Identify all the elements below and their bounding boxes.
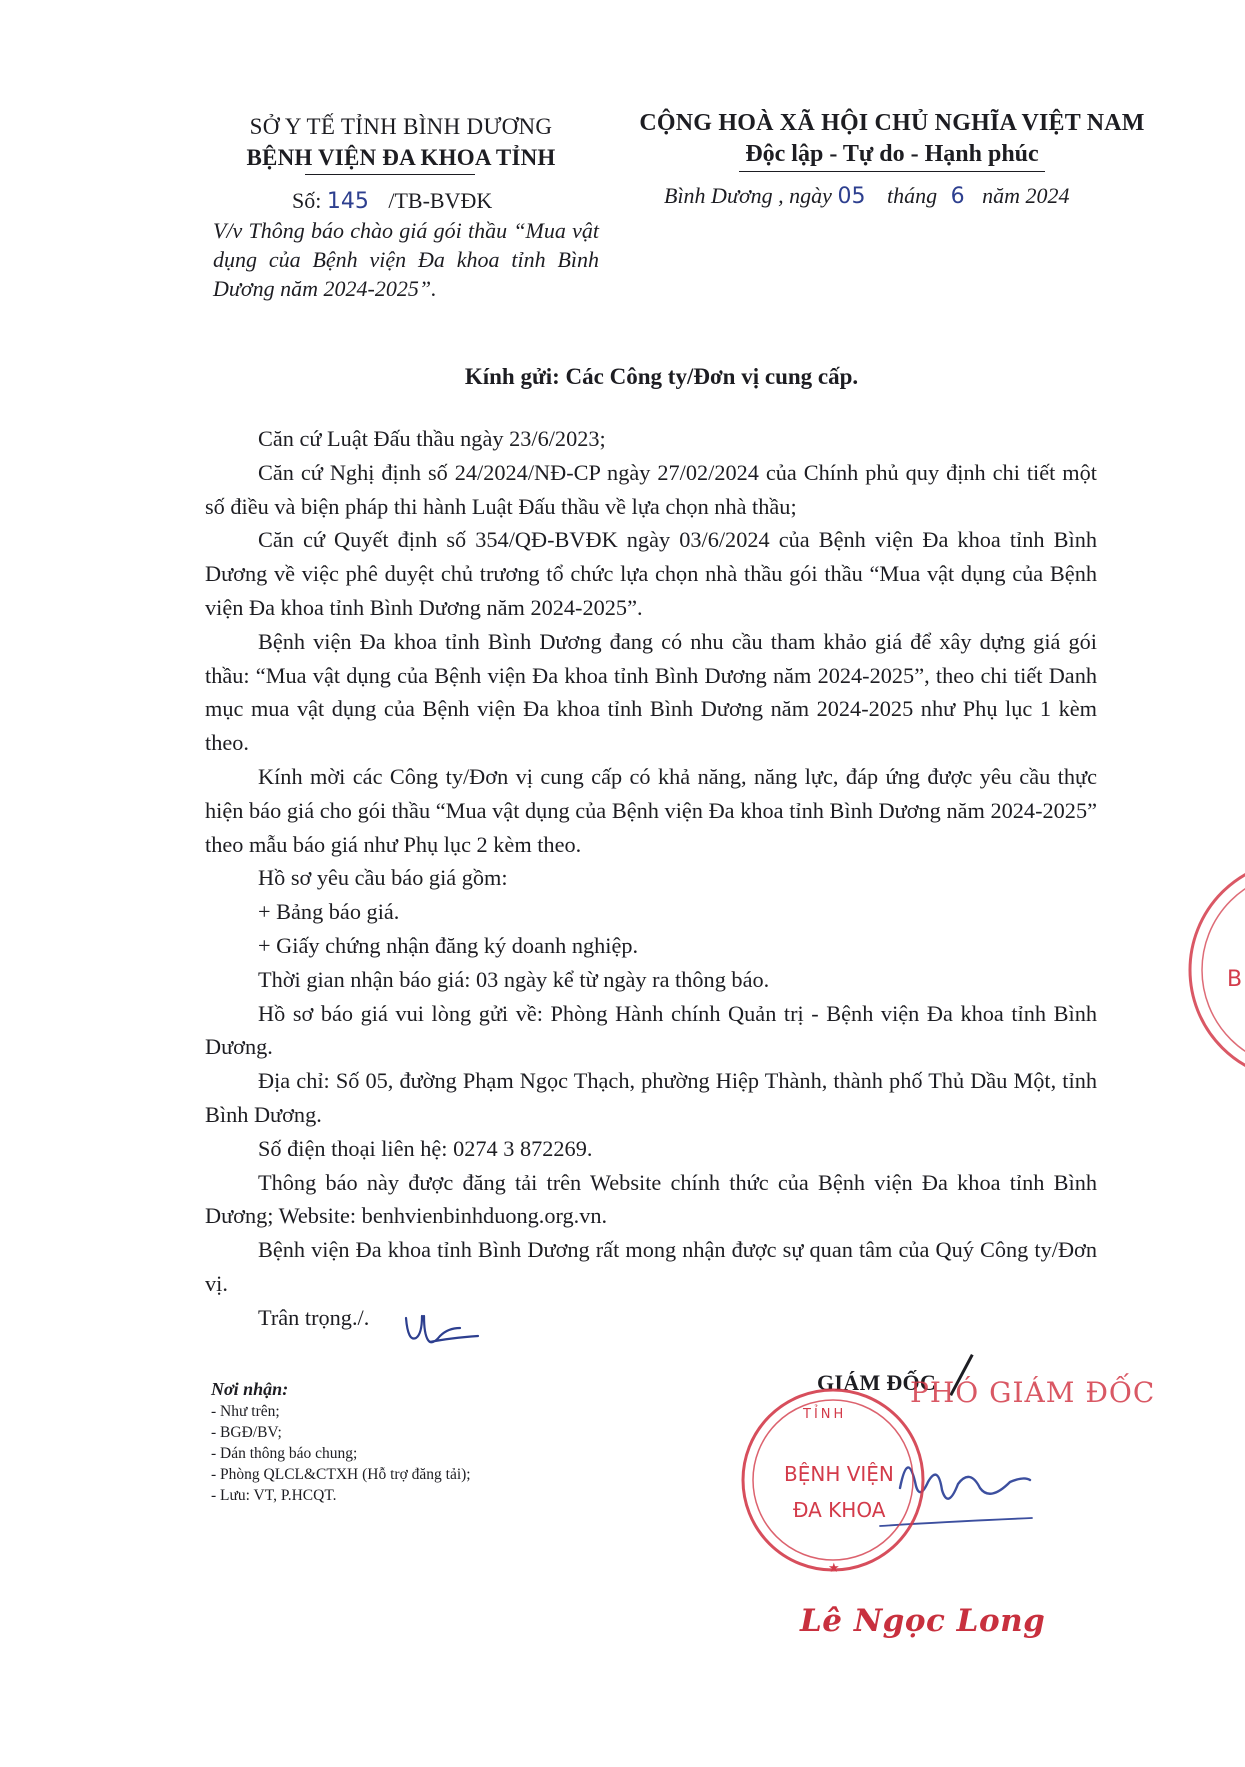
- hospital-name: BỆNH VIỆN ĐA KHOA TỈNH: [246, 145, 556, 170]
- signer-title: GIÁM ĐỐC: [817, 1370, 937, 1395]
- body-paragraph: Căn cứ Quyết định số 354/QĐ-BVĐK ngày 03/6/2024 của Bệnh viện Đa khoa tỉnh Bình Dương về việc phê duyệt chủ trương tổ chức lựa chọn nhà thầu gói thầu “Mua vật dụng của Bệnh viện Đa khoa tỉnh Bình Dương năm 2024-2025”.: [205, 527, 1097, 620]
- body-paragraph: Bệnh viện Đa khoa tỉnh Bình Dương đang có nhu cầu tham khảo giá để xây dựng giá gói thầu: “Mua vật dụng của Bệnh viện Đa khoa tỉnh Bình Dương năm 2024-2025”, theo chi tiết Danh mục mua vật dụng của Bệnh viện Đa khoa tỉnh Bình Dương năm 2024-2025 như Phụ lục 1 kèm theo.: [205, 628, 1097, 756]
- department-name: SỞ Y TẾ TỈNH BÌNH DƯƠNG: [249, 114, 553, 139]
- seal-line-1: BỆNH VIỆN: [784, 1462, 894, 1486]
- date-month: 6: [950, 184, 965, 209]
- closing-line: Trân trọng./.: [258, 1304, 370, 1330]
- body-paragraph: Hồ sơ yêu cầu báo giá gồm:: [258, 865, 508, 891]
- body-paragraph: + Giấy chứng nhận đăng ký doanh nghiệp.: [258, 932, 639, 958]
- recipient-item: - BGĐ/BV;: [211, 1424, 282, 1441]
- body-paragraph: Căn cứ Nghị định số 24/2024/NĐ-CP ngày 27/02/2024 của Chính phủ quy định chi tiết một số điều và biện pháp thi hành Luật Đấu thầu về lựa chọn nhà thầu;: [205, 459, 1097, 519]
- number-prefix: Số:: [292, 188, 322, 213]
- body-paragraph: Thông báo này được đăng tải trên Website chính thức của Bệnh viện Đa khoa tỉnh Bình Dương; Website: benhvienbinhduong.org.vn.: [205, 1169, 1097, 1229]
- number-suffix: /TB-BVĐK: [388, 188, 493, 213]
- body-paragraph: Thời gian nhận báo giá: 03 ngày kể từ ngày ra thông báo.: [258, 966, 770, 992]
- deputy-stamp: PHÓ GIÁM ĐỐC: [910, 1376, 1156, 1409]
- body-paragraph: + Bảng báo giá.: [258, 899, 400, 925]
- body-paragraph: Kính mời các Công ty/Đơn vị cung cấp có khả năng, năng lực, đáp ứng được yêu cầu thực hiện báo giá cho gói thầu “Mua vật dụng của Bệnh viện Đa khoa tỉnh Bình Dương năm 2024-2025” theo mẫu báo giá như Phụ lục 2 kèm theo.: [205, 763, 1097, 857]
- date-year: năm 2024: [982, 183, 1070, 208]
- hospital-seal: [743, 1390, 923, 1576]
- date-place: Bình Dương , ngày: [664, 183, 832, 208]
- recipient-item: - Như trên;: [211, 1403, 280, 1420]
- number-handwritten: 145: [326, 189, 369, 214]
- date-day: 05: [837, 184, 866, 209]
- seal-line-2: ĐA KHOA: [793, 1498, 886, 1522]
- country-name: CỘNG HOÀ XÃ HỘI CHỦ NGHĨA VIỆT NAM: [639, 110, 1145, 136]
- side-seal-letter: B: [1227, 967, 1243, 992]
- side-seal: [1190, 860, 1245, 1080]
- body-paragraph: Bệnh viện Đa khoa tỉnh Bình Dương rất mong nhận được sự quan tâm của Quý Công ty/Đơn vị.: [205, 1237, 1097, 1296]
- seal-top-text: TỈNH: [803, 1407, 847, 1422]
- body-paragraph: Số điện thoại liên hệ: 0274 3 872269.: [258, 1135, 593, 1161]
- body-paragraph: Căn cứ Luật Đấu thầu ngày 23/6/2023;: [258, 426, 606, 451]
- subject-line: V/v Thông báo chào giá gói thầu “Mua vật dụng của Bệnh viện Đa khoa tỉnh Bình Dương năm 2024-2025”.: [213, 218, 599, 301]
- body-paragraph: Địa chỉ: Số 05, đường Phạm Ngọc Thạch, phường Hiệp Thành, thành phố Thủ Dầu Một, tỉnh Bình Dương.: [205, 1068, 1097, 1127]
- recipient-item: - Phòng QLCL&CTXH (Hỗ trợ đăng tải);: [211, 1466, 471, 1483]
- recipient-item: - Dán thông báo chung;: [211, 1445, 358, 1462]
- national-motto: Độc lập - Tự do - Hạnh phúc: [739, 138, 1044, 172]
- recipient-item: - Lưu: VT, P.HCQT.: [211, 1487, 337, 1504]
- recipients-title: Nơi nhận:: [211, 1379, 289, 1399]
- date-month-label: tháng: [886, 183, 938, 208]
- body-paragraph: Hồ sơ báo giá vui lòng gửi về: Phòng Hành chính Quản trị - Bệnh viện Đa khoa tỉnh Bình Dương.: [205, 1000, 1097, 1060]
- seal-star: ★: [828, 1561, 840, 1576]
- salutation-text: Kính gửi: Các Công ty/Đơn vị cung cấp.: [464, 364, 859, 389]
- signer-name: Lê Ngọc Long: [800, 1603, 1046, 1639]
